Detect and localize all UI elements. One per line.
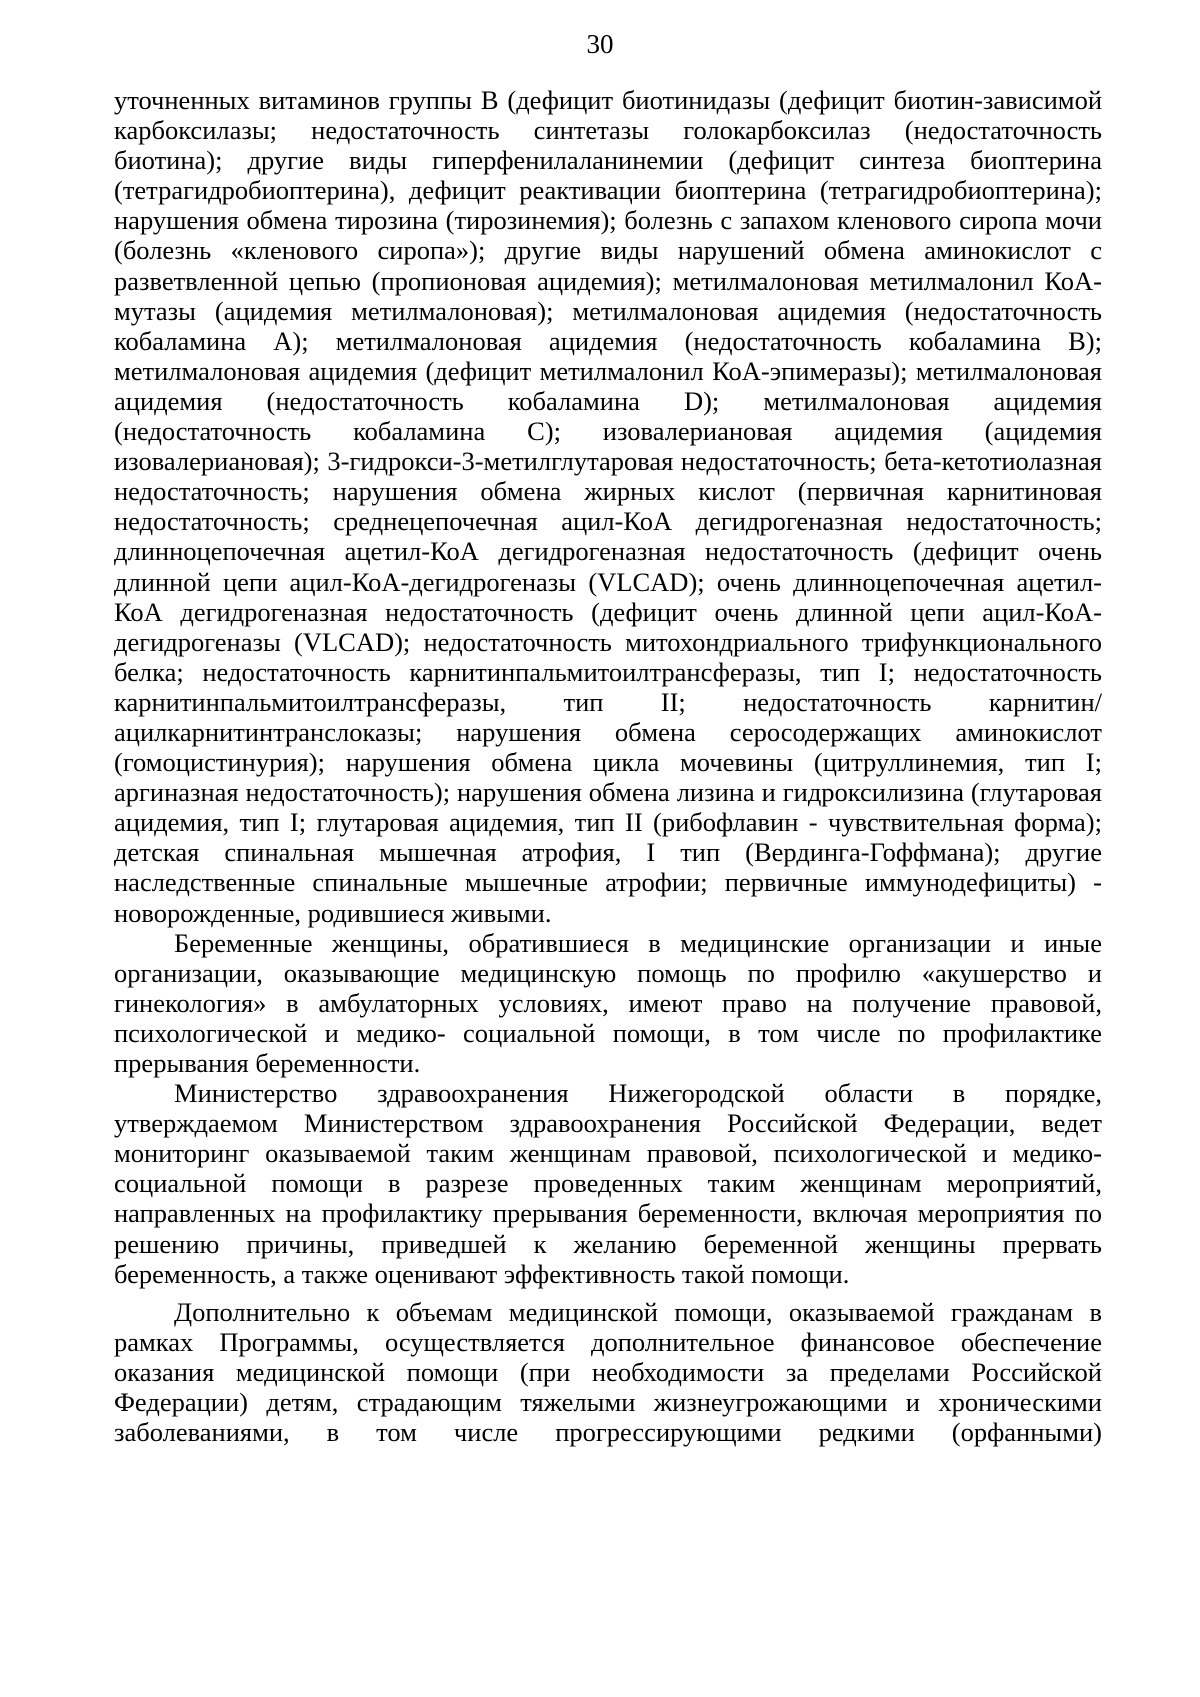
paragraph-pregnant-women-assistance: Беременные женщины, обратившиеся в медицинские организации и иные организации, оказывающие медицинскую помощь по профилю «акушерство и гинекология» в амбулаторных условиях, имеют право на получение правовой, психологической и медико- социальной помощи, в том числе по профилактике прерывания беременности. [114, 927, 1102, 1078]
paragraph-additional-funding: Дополнительно к объемам медицинской помощи, оказываемой гражданам в рамках Программы, осуществляется дополнительное финансовое обеспечение оказания медицинской помощи (при необходимости за пределами Российской Федерации) детям, страдающим тяжелыми жизнеугрожающими и хроническими заболеваниями, в том числе прогрессирующими редкими (орфанными) [114, 1296, 1102, 1448]
paragraph-newborn-screening-list: уточненных витаминов группы В (дефицит биотинидазы (дефицит биотин-зависимой карбоксилазы; недостаточность синтетазы голокарбоксилаз (недостаточность биотина); другие виды гиперфенилаланинемии (дефицит синтеза биоптерина (тетрагидробиоптерина), дефицит реактивации биоптерина (тетрагидробиоптерина); нарушения обмена тирозина (тирозинемия); болезнь с запахом кленового сиропа мочи (болезнь «кленового сиропа»); другие виды нарушений обмена аминокислот с разветвленной цепью (пропионовая ацидемия); метилмалоновая метилмалонил КоА-мутазы (ацидемия метилмалоновая); метилмалоновая ацидемия (недостаточность кобаламина А); метилмалоновая ацидемия (недостаточность кобаламина В); метилмалоновая ацидемия (дефицит метилмалонил КоА-эпимеразы); метилмалоновая ацидемия (недостаточность кобаламина D); метилмалоновая ацидемия (недостаточность кобаламина С); изовалериановая ацидемия (ацидемия изовалериановая); 3-гидрокси-3-метилглутаровая недостаточность; бета-кетотиолазная недостаточность; нарушения обмена жирных кислот (первичная карнитиновая недостаточность; среднецепочечная ацил-КоА дегидрогеназная недостаточность; длинноцепочечная ацетил-КоА дегидрогеназная недостаточность (дефицит очень длинной цепи ацил-КоА-дегидрогеназы (VLCAD); очень длинноцепочечная ацетил-КоА дегидрогеназная недостаточность (дефицит очень длинной цепи ацил-КоА-дегидрогеназы (VLCAD); недостаточность митохондриального трифункционального белка; недостаточность карнитинпальмитоилтрансферазы, тип I; недостаточность карнитинпальмитоилтрансферазы, тип II; недостаточность карнитин/ацилкарнитинтранслоказы; нарушения обмена серосодержащих аминокислот (гомоцистинурия); нарушения обмена цикла мочевины (цитруллинемия, тип I; аргиназная недостаточность); нарушения обмена лизина и гидроксилизина (глутаровая ацидемия, тип I; глутаровая ацидемия, тип II (рибофлавин - чувствительная форма); детская спинальная мышечная атрофия, I тип (Вердинга-Гоффмана); другие наследственные спинальные мышечные атрофии; первичные иммунодефициты) - новорожденные, родившиеся живыми. [114, 85, 1102, 928]
paragraph-ministry-monitoring: Министерство здравоохранения Нижегородской области в порядке, утверждаемом Министерством здравоохранения Российской Федерации, ведет мониторинг оказываемой таким женщинам правовой, психологической и медико-социальной помощи в разрезе проведенных таким женщинам мероприятий, направленных на профилактику прерывания беременности, включая мероприятия по решению причины, приведшей к желанию беременной женщины прервать беременность, а также оценивают эффективность такой помощи. [114, 1078, 1102, 1289]
document-body [114, 85, 1102, 1447]
page-number: 30 [586, 29, 614, 59]
